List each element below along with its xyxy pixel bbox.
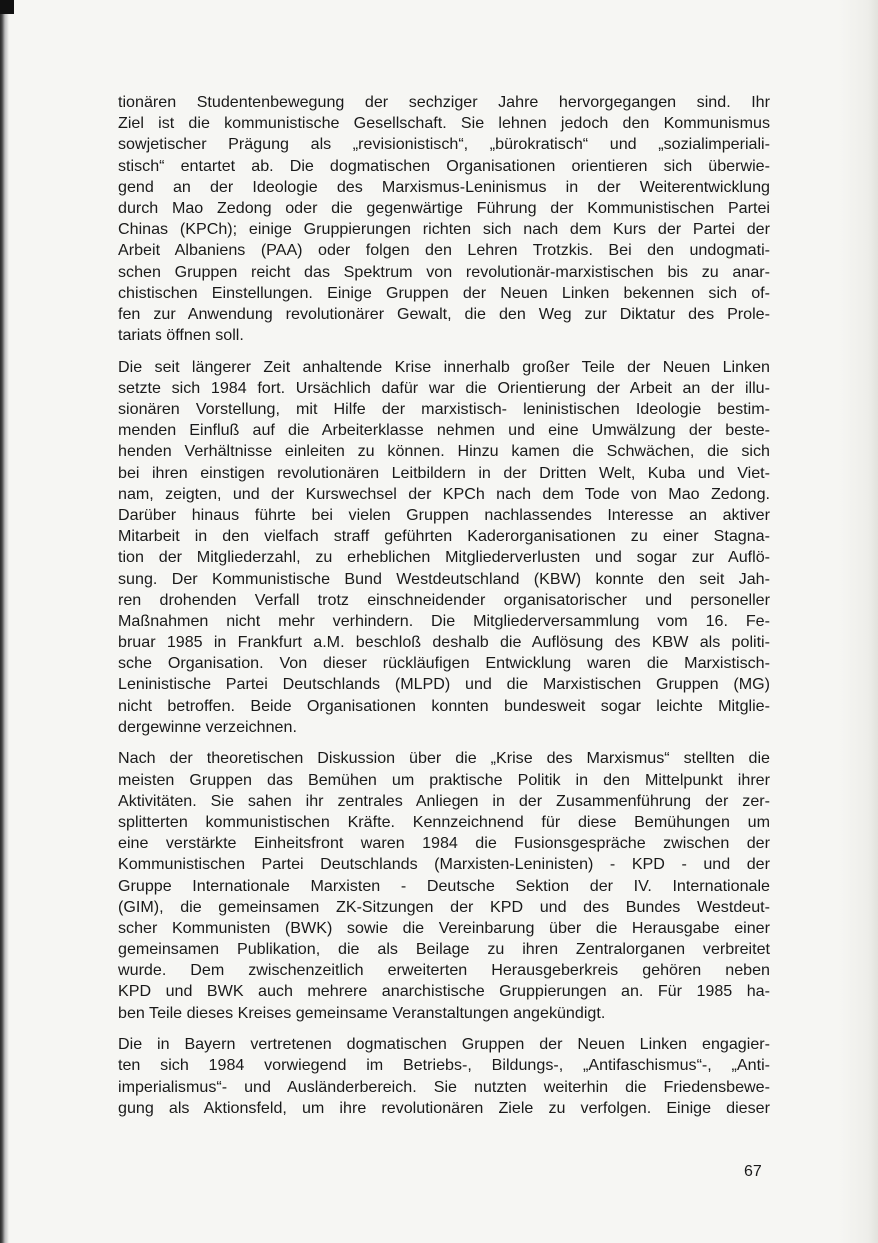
paragraph (118, 92, 770, 346)
text-line: gend an der Ideologie des Marxismus-Leninismus in der Weiterentwicklung (118, 177, 770, 196)
text-line: menden Einfluß auf die Arbeiterklasse nehmen und eine Umwälzung der beste- (118, 421, 770, 440)
scan-right-edge (838, 0, 878, 1243)
text-line: Die in Bayern vertretenen dogmatischen Gruppen der Neuen Linken engagier- (118, 1035, 770, 1054)
paragraph (118, 1034, 770, 1119)
text-line: setzte sich 1984 fort. Ursächlich dafür war die Orientierung der Arbeit an der illu- (118, 378, 770, 397)
text-line: Kommunistischen Partei Deutschlands (Marxisten-Leninisten) - KPD - und der (118, 855, 770, 874)
paragraph (118, 748, 770, 1023)
text-line: (GIM), die gemeinsamen ZK-Sitzungen der KPD und des Bundes Westdeut- (118, 897, 770, 916)
text-line: imperialismus“- und Ausländerbereich. Sie nutzten weiterhin die Friedensbewe- (118, 1077, 770, 1096)
text-line: wurde. Dem zwischenzeitlich erweiterten Herausgeberkreis gehören neben (118, 961, 770, 980)
text-line: tion der Mitgliederzahl, zu erheblichen Mitgliederverlusten und sogar zur Auflö- (118, 548, 770, 567)
text-line: Darüber hinaus führte bei vielen Gruppen nachlassendes Interesse an aktiver (118, 505, 770, 524)
text-line: KPD und BWK auch mehrere anarchistische Gruppierungen an. Für 1985 ha- (118, 982, 770, 1001)
body-text (118, 92, 770, 1129)
text-line: ben Teile dieses Kreises gemeinsame Veranstaltungen angekündigt. (118, 1003, 606, 1022)
text-line: gemeinsamen Publikation, die als Beilage zu ihren Zentralorganen verbreitet (118, 940, 770, 959)
paragraph (118, 357, 770, 738)
text-line: stisch“ entartet ab. Die dogmatischen Organisationen orientieren sich überwie- (118, 156, 770, 175)
text-line: sowjetischer Prägung als „revisionistisch“, „bürokratisch“ und „sozialimperiali- (118, 135, 770, 154)
text-line: fen zur Anwendung revolutionärer Gewalt, die den Weg zur Diktatur des Prole- (118, 304, 770, 323)
text-line: durch Mao Zedong oder die gegenwärtige Führung der Kommunistischen Partei (118, 198, 770, 217)
text-line: tariats öffnen soll. (118, 326, 244, 345)
text-line: sung. Der Kommunistische Bund Westdeutschland (KBW) konnte den seit Jah- (118, 569, 770, 588)
text-line: chistischen Einstellungen. Einige Gruppen der Neuen Linken bekennen sich of- (118, 283, 770, 302)
text-line: Leninistische Partei Deutschlands (MLPD) und die Marxistischen Gruppen (MG) (118, 675, 770, 694)
text-line: bruar 1985 in Frankfurt a.M. beschloß deshalb die Auflösung des KBW als politi- (118, 633, 770, 652)
text-line: eine verstärkte Einheitsfront waren 1984 die Fusionsgespräche zwischen der (118, 834, 770, 853)
text-line: bei ihren einstigen revolutionären Leitbildern in der Dritten Welt, Kuba und Viet- (118, 463, 770, 482)
text-line: scher Kommunisten (BWK) sowie die Vereinbarung über die Herausgabe einer (118, 918, 770, 937)
page-number: 67 (744, 1163, 762, 1180)
text-line: Die seit längerer Zeit anhaltende Krise innerhalb großer Teile der Neuen Linken (118, 357, 770, 376)
text-line: nam, zeigten, und der Kurswechsel der KPCh nach dem Tode von Mao Zedong. (118, 484, 770, 503)
text-line: sionären Vorstellung, mit Hilfe der marxistisch- leninistischen Ideologie bestim- (118, 400, 770, 419)
text-line: Arbeit Albaniens (PAA) oder folgen den Lehren Trotzkis. Bei den undogmati- (118, 241, 770, 260)
text-line: ten sich 1984 vorwiegend im Betriebs-, Bildungs-, „Antifaschismus“-, „Anti- (118, 1056, 770, 1075)
scan-left-edge (0, 0, 9, 1243)
text-line: Nach der theoretischen Diskussion über die „Krise des Marxismus“ stellten die (118, 749, 770, 768)
text-line: Chinas (KPCh); einige Gruppierungen richten sich nach dem Kurs der Partei der (118, 220, 770, 239)
text-line: gung als Aktionsfeld, um ihre revolutionären Ziele zu verfolgen. Einige dieser (118, 1098, 770, 1117)
scan-corner-mark (0, 0, 14, 14)
text-line: Maßnahmen nicht mehr verhindern. Die Mitgliederversammlung vom 16. Fe- (118, 611, 770, 630)
text-line: dergewinne verzeichnen. (118, 717, 297, 736)
text-line: Gruppe Internationale Marxisten - Deutsche Sektion der IV. Internationale (118, 876, 770, 895)
text-line: Ziel ist die kommunistische Gesellschaft. Sie lehnen jedoch den Kommunismus (118, 114, 770, 133)
text-line: nicht betroffen. Beide Organisationen konnten bundesweit sogar leichte Mitglie- (118, 696, 770, 715)
text-line: sche Organisation. Von dieser rückläufigen Entwicklung waren die Marxistisch- (118, 654, 770, 673)
text-line: meisten Gruppen das Bemühen um praktische Politik in den Mittelpunkt ihrer (118, 770, 770, 789)
text-line: Aktivitäten. Sie sahen ihr zentrales Anliegen in der Zusammenführung der zer- (118, 791, 770, 810)
text-line: henden Verhältnisse einleiten zu können. Hinzu kamen die Schwächen, die sich (118, 442, 770, 461)
text-line: Mitarbeit in den vielfach straff geführten Kaderorganisationen zu einer Stagna- (118, 527, 770, 546)
text-line: ren drohenden Verfall trotz einschneidender organisatorischer und personeller (118, 590, 770, 609)
text-line: tionären Studentenbewegung der sechziger Jahre hervorgegangen sind. Ihr (118, 93, 770, 111)
text-line: splitterten kommunistischen Kräfte. Kennzeichnend für diese Bemühungen um (118, 812, 770, 831)
text-line: schen Gruppen reicht das Spektrum von revolutionär-marxistischen bis zu anar- (118, 262, 770, 281)
